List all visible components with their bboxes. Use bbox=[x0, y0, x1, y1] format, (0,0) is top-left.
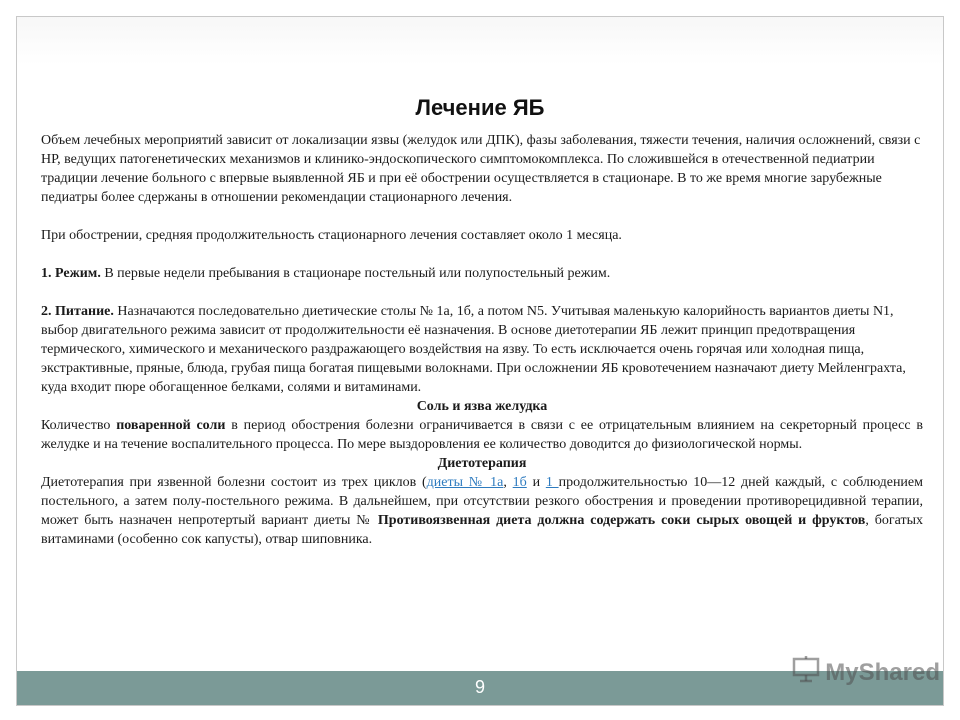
slide-title: Лечение ЯБ bbox=[415, 95, 545, 120]
nutrition-paragraph bbox=[41, 302, 923, 397]
regime-label: 1. Режим. bbox=[41, 266, 101, 281]
nutrition-label: 2. Питание. bbox=[41, 304, 114, 319]
salt-text-pre: Количество bbox=[41, 418, 117, 433]
diet-heading: Диетотерапия bbox=[437, 456, 527, 471]
slide-content bbox=[41, 131, 923, 549]
regime-text: В первые недели пребывания в стационаре постельный или полупостельный режим. bbox=[100, 266, 611, 281]
salt-bold: поваренной соли bbox=[116, 418, 226, 433]
nutrition-text: Назначаются последовательно диетические столы № 1а, 1б, а потом N5. Учитывая маленькую калорийность вариантов диеты N1, выбор двигательного режима зависит от продолжительности её назначения. В основе диетотерапии ЯБ лежит принцип предотвращения термического, химического и механического раздражающего воздействия на язву. То есть исключается очень горячая или холодная пища, экстрактивные, пряные, блюда, грубая пища богатая пищевыми волокнами. При осложнении ЯБ кровотечением назначают диету Мейленграхта, куда входит пюре обогащенное белками, солями и витаминами. bbox=[41, 304, 906, 395]
intro-paragraph: Объем лечебных мероприятий зависит от локализации язвы (желудок или ДПК), фазы заболевания, тяжести течения, наличия осложнений, связи с НР, ведущих патогенетических механизмов и клинико-эндоскопического симптомокомплекса. По сложившейся в отечественной педиатрии традиции лечение больного с впервые выявленной ЯБ и при её обострении осуществляется в стационаре. В то же время многие зарубежные педиатры более сдержаны в отношении рекомендации стационарного лечения. bbox=[41, 133, 921, 205]
diet-bold: Противоязвенная диета должна содержать соки сырых овощей и фруктов bbox=[377, 513, 866, 528]
presentation-board-icon bbox=[791, 654, 821, 691]
salt-heading: Соль и язва желудка bbox=[416, 399, 548, 414]
watermark bbox=[791, 654, 940, 691]
diet-1b-link[interactable]: 1б bbox=[512, 475, 527, 490]
salt-paragraph bbox=[41, 416, 923, 454]
slide-header-band bbox=[17, 17, 943, 65]
diet-1a-link[interactable]: диеты № 1а bbox=[426, 475, 504, 490]
duration-paragraph: При обострении, средняя продолжительность стационарного лечения составляет около 1 месяца. bbox=[41, 228, 622, 243]
diet-text-pre: Диетотерапия при язвенной болезни состоит из трех циклов ( bbox=[41, 475, 427, 490]
slide bbox=[16, 16, 944, 706]
page-number: 9 bbox=[474, 677, 485, 697]
diet-paragraph bbox=[41, 473, 923, 549]
diet-sep-1: , bbox=[503, 475, 513, 490]
diet-text-mid: продолжительностью 10—12 дней каждый, с соблюдением постельного, а затем полу-постельного режима. В дальнейшем, при отсутствии резкого обострения и проведении противорецидивной терапии, может быть назначен непротертый вариант диеты № bbox=[41, 475, 924, 528]
diet-1-link[interactable]: 1 bbox=[545, 475, 559, 490]
salt-text-post: в период обострения болезни ограничивается в связи с ее отрицательным влиянием на секреторный процесс в желудке и на течение воспалительного процесса. По мере выздоровления ее количество доводится до физиологической нормы. bbox=[41, 418, 923, 452]
regime-paragraph bbox=[41, 264, 923, 283]
diet-sep-2: и bbox=[526, 475, 546, 490]
watermark-text: MyShared bbox=[825, 658, 940, 686]
diet-text-post: , богатых витаминами (особенно сок капусты), отвар шиповника. bbox=[41, 513, 923, 547]
